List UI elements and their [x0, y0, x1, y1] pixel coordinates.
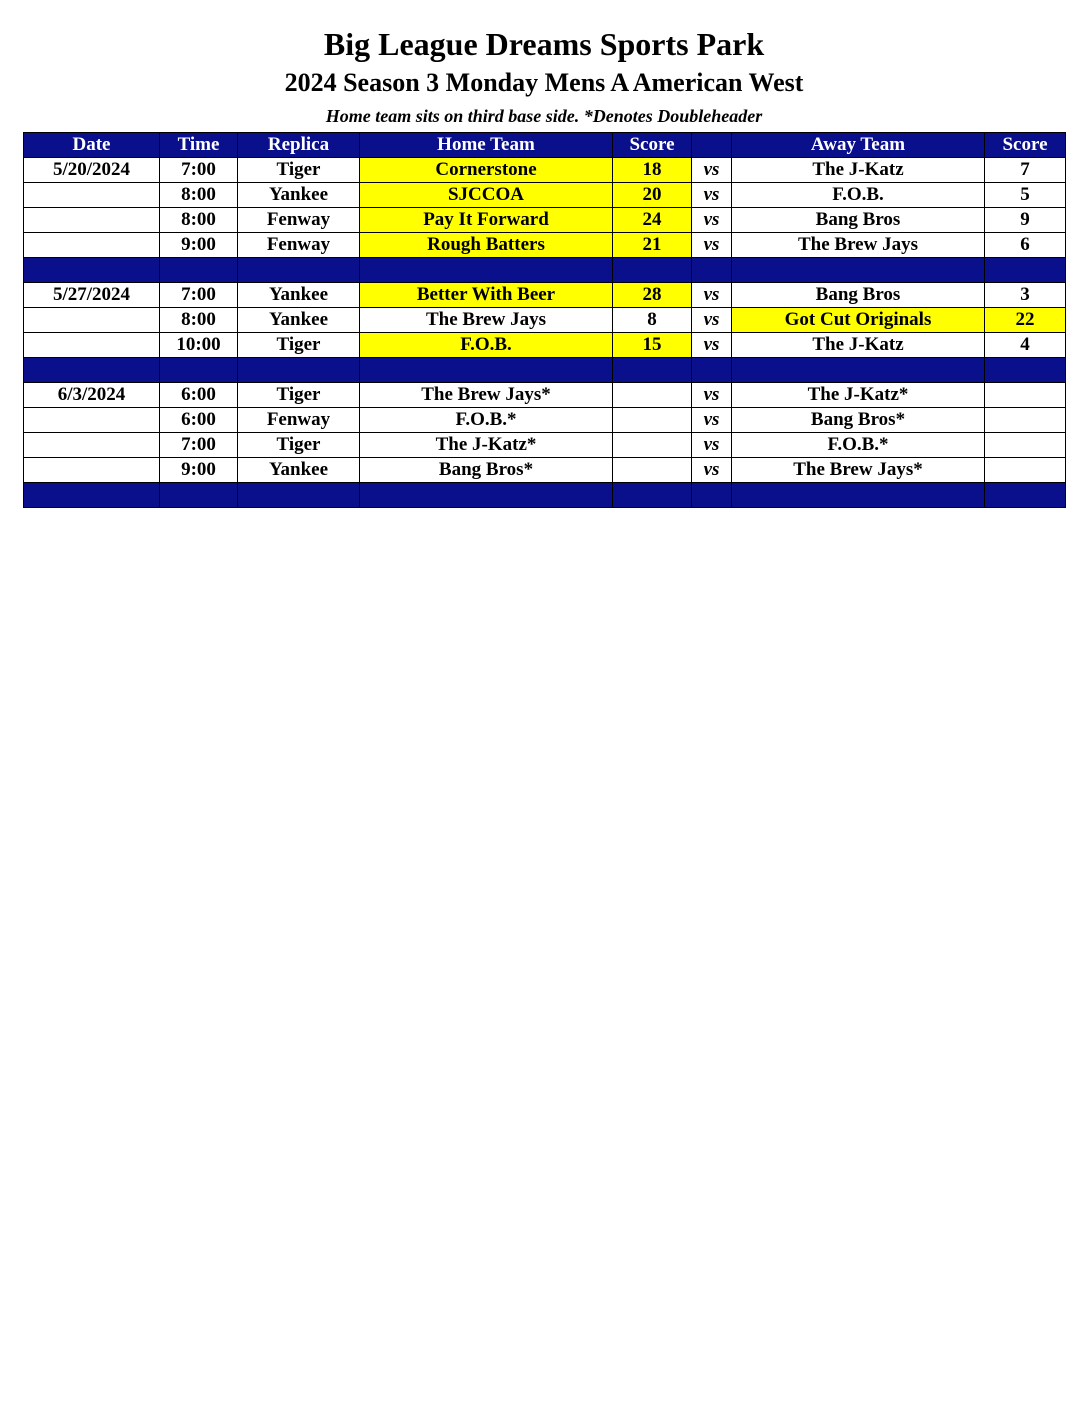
home-team-cell: The J-Katz* — [360, 433, 613, 458]
home-score-cell: 8 — [613, 308, 692, 333]
header-date: Date — [24, 133, 160, 158]
away-score-cell: 5 — [985, 183, 1066, 208]
separator-row — [24, 258, 1066, 283]
away-score-cell — [985, 383, 1066, 408]
away-team-cell: The Brew Jays — [732, 233, 985, 258]
away-score-cell — [985, 433, 1066, 458]
vs-cell: vs — [692, 283, 732, 308]
replica-cell: Tiger — [238, 383, 360, 408]
separator-cell — [160, 483, 238, 508]
away-score-cell: 3 — [985, 283, 1066, 308]
home-score-cell: 15 — [613, 333, 692, 358]
table-row — [24, 183, 1066, 208]
home-score-cell — [613, 433, 692, 458]
time-cell: 8:00 — [160, 208, 238, 233]
header-time: Time — [160, 133, 238, 158]
home-score-cell: 24 — [613, 208, 692, 233]
date-cell — [24, 308, 160, 333]
away-score-cell: 4 — [985, 333, 1066, 358]
date-cell: 5/27/2024 — [24, 283, 160, 308]
separator-cell — [692, 483, 732, 508]
time-cell: 6:00 — [160, 383, 238, 408]
page-note: Home team sits on third base side. *Denotes Doubleheader — [325, 106, 763, 126]
time-cell: 7:00 — [160, 158, 238, 183]
home-score-cell: 28 — [613, 283, 692, 308]
table-row — [24, 408, 1066, 433]
away-team-cell: F.O.B.* — [732, 433, 985, 458]
home-team-cell: SJCCOA — [360, 183, 613, 208]
vs-cell: vs — [692, 158, 732, 183]
separator-cell — [613, 258, 692, 283]
away-score-cell: 22 — [985, 308, 1066, 333]
away-team-cell: Got Cut Originals — [732, 308, 985, 333]
separator-cell — [692, 258, 732, 283]
vs-cell: vs — [692, 333, 732, 358]
away-team-cell: Bang Bros — [732, 283, 985, 308]
date-cell: 6/3/2024 — [24, 383, 160, 408]
separator-cell — [985, 258, 1066, 283]
vs-cell: vs — [692, 458, 732, 483]
home-score-cell: 20 — [613, 183, 692, 208]
separator-cell — [238, 258, 360, 283]
separator-cell — [238, 358, 360, 383]
away-team-cell: Bang Bros — [732, 208, 985, 233]
replica-cell: Fenway — [238, 208, 360, 233]
header-away-team: Away Team — [732, 133, 985, 158]
time-cell: 10:00 — [160, 333, 238, 358]
home-score-cell: 18 — [613, 158, 692, 183]
date-cell — [24, 458, 160, 483]
header-away-score: Score — [985, 133, 1066, 158]
separator-cell — [692, 358, 732, 383]
replica-cell: Yankee — [238, 283, 360, 308]
away-team-cell: F.O.B. — [732, 183, 985, 208]
vs-cell: vs — [692, 308, 732, 333]
separator-cell — [985, 483, 1066, 508]
home-team-cell: Better With Beer — [360, 283, 613, 308]
vs-cell: vs — [692, 433, 732, 458]
separator-cell — [24, 358, 160, 383]
separator-cell — [24, 483, 160, 508]
separator-cell — [360, 483, 613, 508]
home-score-cell — [613, 383, 692, 408]
home-score-cell — [613, 408, 692, 433]
replica-cell: Yankee — [238, 458, 360, 483]
away-score-cell: 9 — [985, 208, 1066, 233]
separator-cell — [360, 358, 613, 383]
date-cell — [24, 233, 160, 258]
separator-cell — [613, 358, 692, 383]
table-row — [24, 208, 1066, 233]
vs-cell: vs — [692, 383, 732, 408]
table-row — [24, 283, 1066, 308]
separator-row — [24, 483, 1066, 508]
header-vs — [692, 133, 732, 158]
vs-cell: vs — [692, 208, 732, 233]
home-team-cell: F.O.B. — [360, 333, 613, 358]
date-cell — [24, 408, 160, 433]
page-title: Big League Dreams Sports Park — [323, 26, 765, 62]
header-home-team: Home Team — [360, 133, 613, 158]
time-cell: 8:00 — [160, 308, 238, 333]
separator-cell — [238, 483, 360, 508]
vs-cell: vs — [692, 183, 732, 208]
time-cell: 7:00 — [160, 283, 238, 308]
date-cell — [24, 433, 160, 458]
table-row — [24, 383, 1066, 408]
date-cell — [24, 333, 160, 358]
time-cell: 9:00 — [160, 458, 238, 483]
separator-cell — [985, 358, 1066, 383]
separator-cell — [360, 258, 613, 283]
separator-cell — [160, 258, 238, 283]
table-row — [24, 458, 1066, 483]
away-team-cell: Bang Bros* — [732, 408, 985, 433]
away-team-cell: The J-Katz — [732, 333, 985, 358]
home-team-cell: Pay It Forward — [360, 208, 613, 233]
away-score-cell: 6 — [985, 233, 1066, 258]
page-subtitle: 2024 Season 3 Monday Mens A American West — [284, 68, 804, 97]
away-score-cell — [985, 458, 1066, 483]
replica-cell: Fenway — [238, 233, 360, 258]
home-team-cell: Rough Batters — [360, 233, 613, 258]
header-row — [24, 133, 1066, 158]
away-team-cell: The Brew Jays* — [732, 458, 985, 483]
vs-cell: vs — [692, 233, 732, 258]
away-team-cell: The J-Katz* — [732, 383, 985, 408]
separator-cell — [732, 258, 985, 283]
table-row — [24, 233, 1066, 258]
replica-cell: Fenway — [238, 408, 360, 433]
separator-cell — [732, 483, 985, 508]
table-row — [24, 158, 1066, 183]
home-score-cell: 21 — [613, 233, 692, 258]
date-cell — [24, 208, 160, 233]
vs-cell: vs — [692, 408, 732, 433]
date-cell: 5/20/2024 — [24, 158, 160, 183]
header-replica: Replica — [238, 133, 360, 158]
table-row — [24, 308, 1066, 333]
table-row — [24, 333, 1066, 358]
replica-cell: Tiger — [238, 433, 360, 458]
header-home-score: Score — [613, 133, 692, 158]
home-team-cell: Cornerstone — [360, 158, 613, 183]
time-cell: 6:00 — [160, 408, 238, 433]
home-team-cell: The Brew Jays — [360, 308, 613, 333]
schedule-table — [23, 132, 1066, 508]
away-score-cell — [985, 408, 1066, 433]
separator-cell — [24, 258, 160, 283]
table-row — [24, 433, 1066, 458]
time-cell: 9:00 — [160, 233, 238, 258]
time-cell: 7:00 — [160, 433, 238, 458]
home-team-cell: F.O.B.* — [360, 408, 613, 433]
date-cell — [24, 183, 160, 208]
time-cell: 8:00 — [160, 183, 238, 208]
away-score-cell: 7 — [985, 158, 1066, 183]
separator-row — [24, 358, 1066, 383]
replica-cell: Yankee — [238, 308, 360, 333]
separator-cell — [160, 358, 238, 383]
replica-cell: Tiger — [238, 333, 360, 358]
away-team-cell: The J-Katz — [732, 158, 985, 183]
home-team-cell: Bang Bros* — [360, 458, 613, 483]
home-score-cell — [613, 458, 692, 483]
separator-cell — [732, 358, 985, 383]
separator-cell — [613, 483, 692, 508]
replica-cell: Tiger — [238, 158, 360, 183]
home-team-cell: The Brew Jays* — [360, 383, 613, 408]
replica-cell: Yankee — [238, 183, 360, 208]
